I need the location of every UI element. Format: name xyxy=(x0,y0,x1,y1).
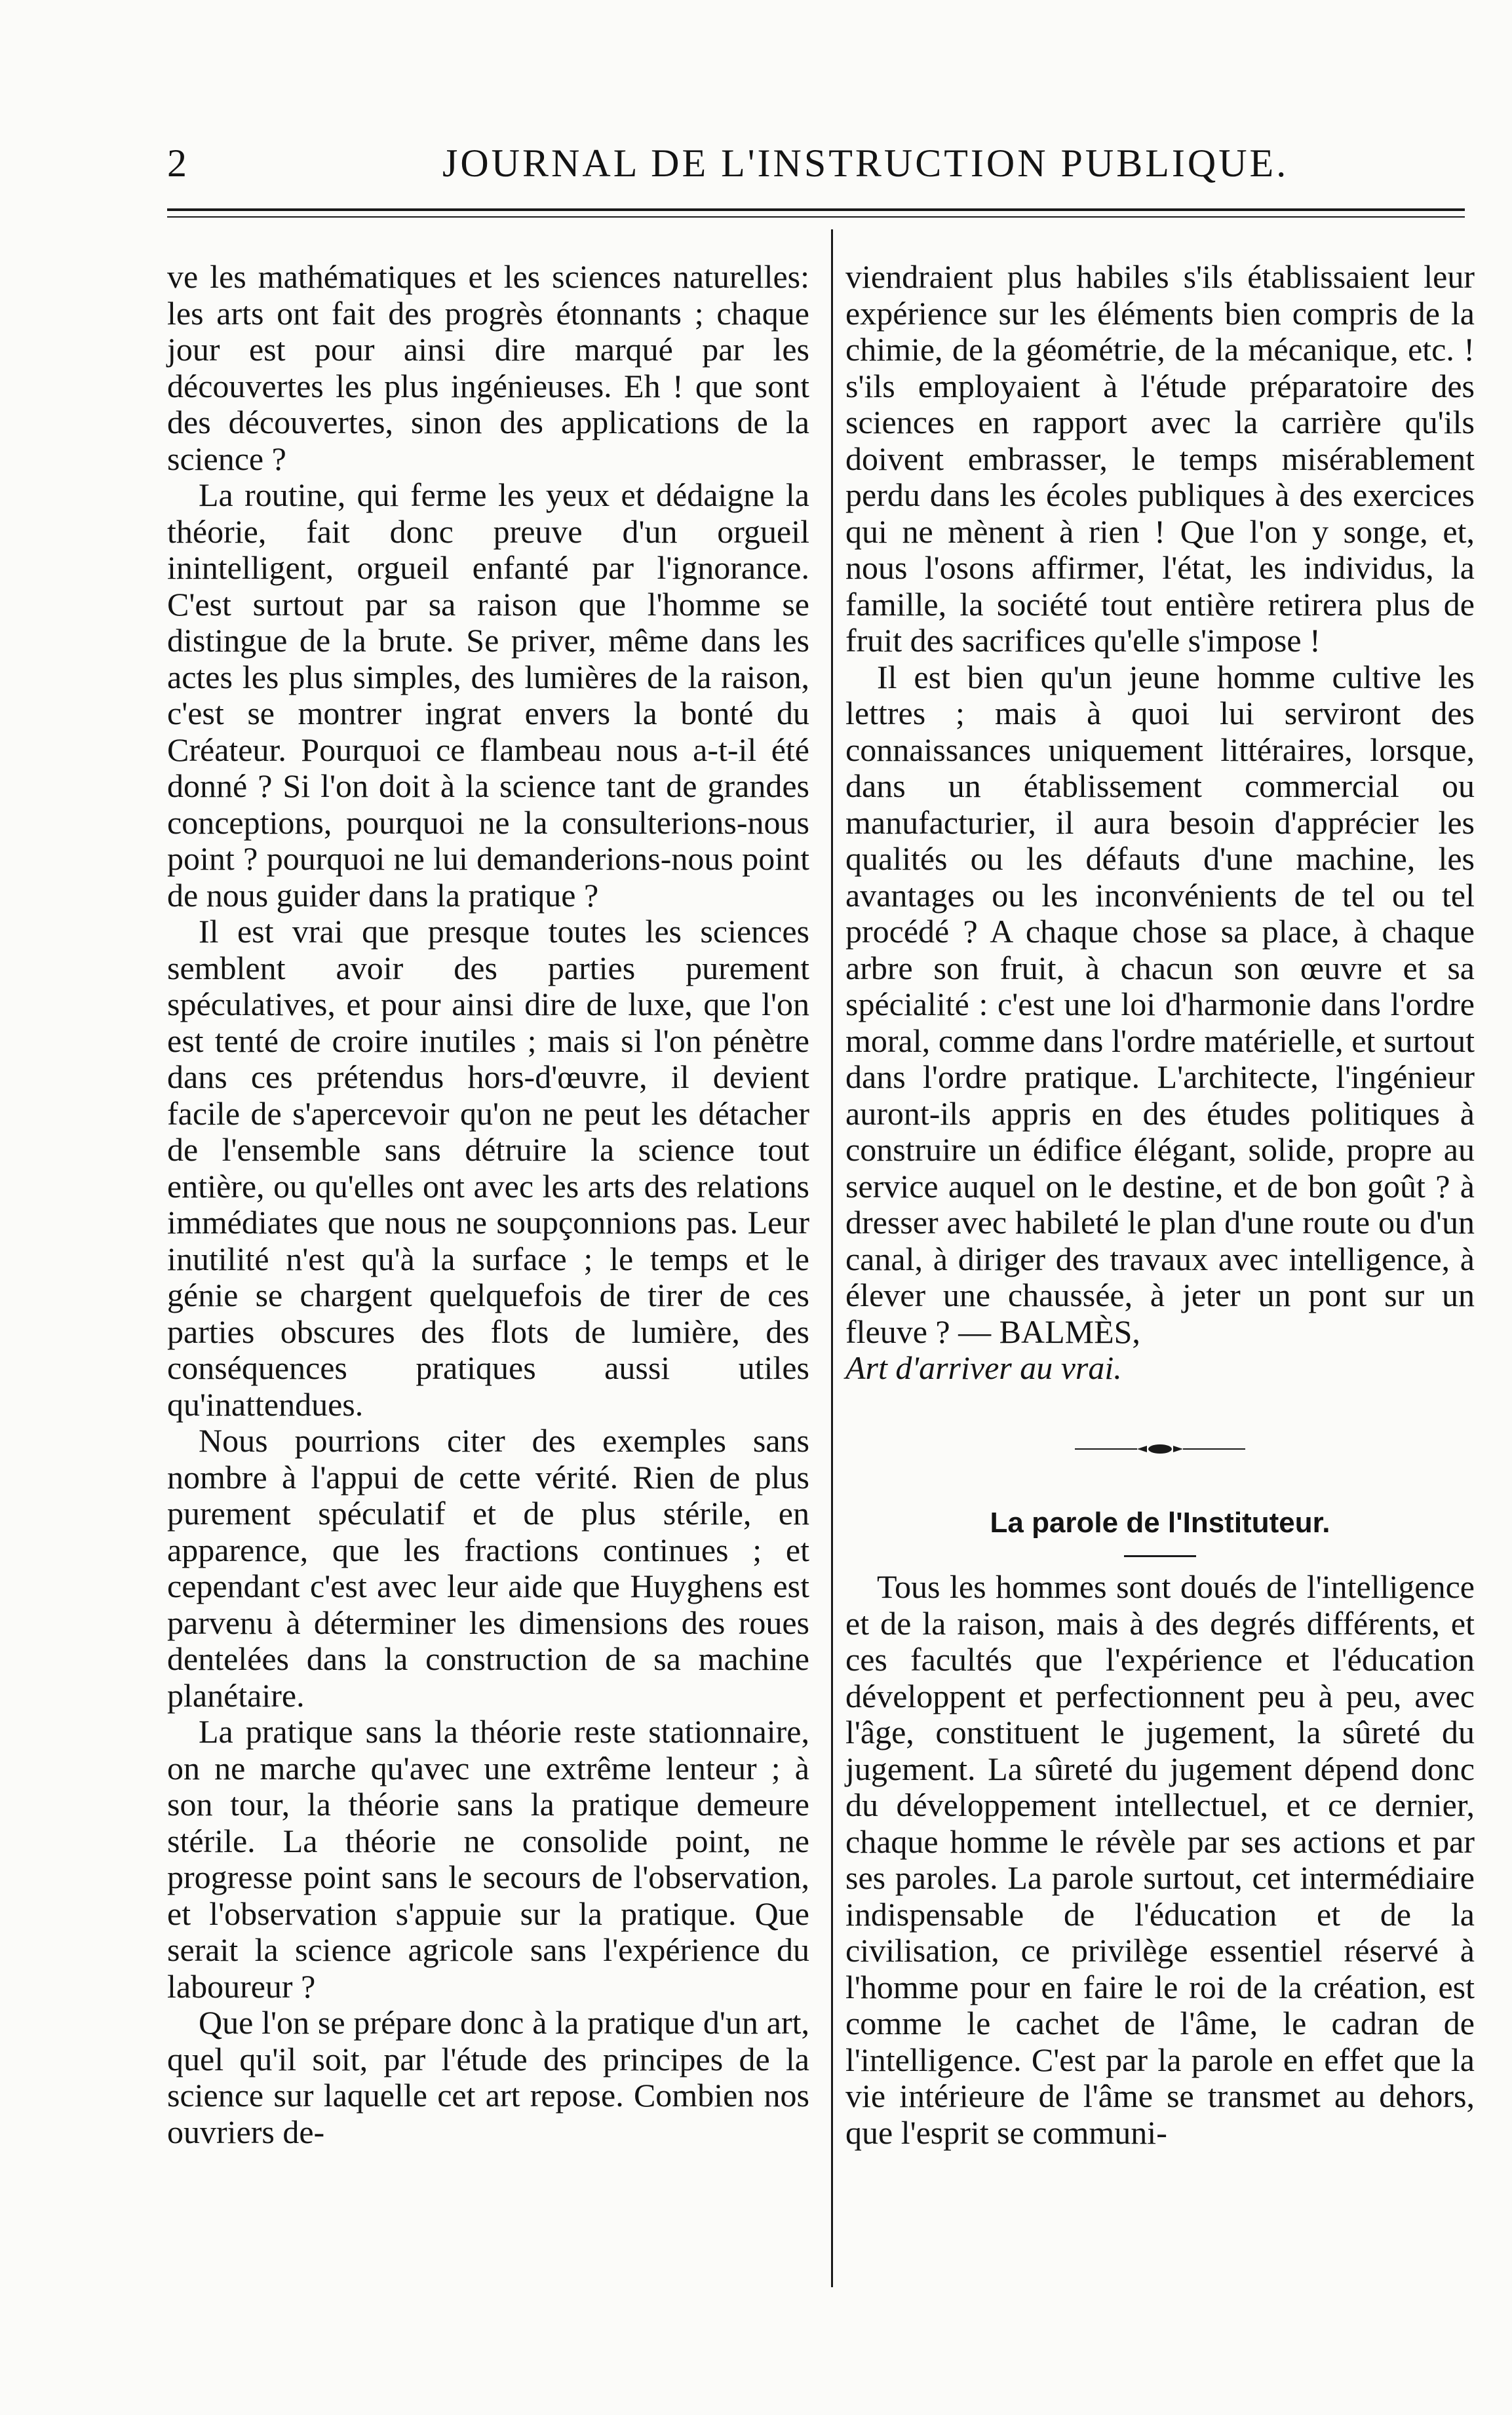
heading-rule xyxy=(1124,1555,1196,1557)
section-ornament xyxy=(845,1439,1475,1465)
header-rule-thick xyxy=(167,208,1465,211)
left-column xyxy=(167,259,809,2150)
source-attribution: Art d'arriver au vrai. xyxy=(845,1349,1122,1386)
right-column xyxy=(845,259,1475,2151)
paragraph: viendraient plus habiles s'ils établissaient leur expérience sur les éléments bien compris de la chimie, de la géométrie, de la mécanique, etc. ! s'ils employaient à l'étude préparatoire des sciences en rapport avec la carrière qu'ils doivent embrasser, le temps misérablement perdu dans les écoles publiques à des exercices qui ne mènent à rien ! Que l'on y songe, et, nous l'osons affirmer, l'état, les individus, la famille, la société tout entière retirera plus de fruit des sacrifices qu'elle s'impose ! xyxy=(845,258,1475,659)
paragraph: Tous les hommes sont doués de l'intelligence et de la raison, mais à des degrés différents, et ces facultés que l'expérience et l'éducation développent et perfectionnent peu à peu, avec l'âge, constituent le jugement, la sûreté du jugement. La sûreté du jugement dépend donc du développement intellectuel, et ce dernier, chaque homme le révèle par ses actions et par ses paroles. La parole surtout, cet intermédiaire indispensable de l'éducation et de la civilisation, ce privilège essentiel réservé à l'homme pour en faire le roi de la création, est comme le cachet de l'âme, le cadran de l'intelligence. C'est par la parole en effet que la vie intérieure de l'âme se transmet au dehors, que l'esprit se communi- xyxy=(845,1568,1475,2151)
paragraph: ve les mathématiques et les sciences naturelles: les arts ont fait des progrès étonnants ; chaque jour est pour ainsi dire marqué par les découvertes les plus ingénieuses. Eh ! que sont des découvertes, sinon des applications de la science ? xyxy=(167,258,809,477)
paragraph: La routine, qui ferme les yeux et dédaigne la théorie, fait donc preuve d'un orgueil inintelligent, orgueil enfanté par l'ignorance. C'est surtout par sa raison que l'homme se distingue de la brute. Se priver, même dans les actes les plus simples, des lumières de la raison, c'est se montrer ingrat envers la bonté du Créateur. Pourquoi ce flambeau nous a-t-il été donné ? Si l'on doit à la science tant de grandes conceptions, pourquoi ne la consulterions-nous point ? pourquoi ne lui demanderions-nous point de nous guider dans la pratique ? xyxy=(167,476,809,914)
header-rule-thin xyxy=(167,216,1465,218)
paragraph: Il est vrai que presque toutes les sciences semblent avoir des parties purement spéculatives, et pour ainsi dire de luxe, que l'on est tenté de croire inutiles ; mais si l'on pénètre dans ces prétendus hors-d'œuvre, il devient facile de s'apercevoir qu'on ne peut les détacher de l'ensemble sans détruire la science tout entière, ou qu'elles ont avec les arts des relations immédiates que nous ne soupçonnions pas. Leur inutilité n'est qu'à la surface ; le temps et le génie se chargent quelquefois de tirer de ces parties obscures des flots de lumière, des conséquences pratiques aussi utiles qu'inattendues. xyxy=(167,913,809,1423)
paragraph: Il est bien qu'un jeune homme cultive les lettres ; mais à quoi lui serviront des connaissances uniquement littéraires, lorsque, dans un établissement commercial ou manufacturier, il aura besoin d'apprécier les qualités ou les défauts d'une machine, les avantages ou les inconvénients de tel ou tel procédé ? A chaque chose sa place, à chaque arbre son fruit, à chacun son œuvre et sa spécialité : c'est une loi d'harmonie dans l'ordre moral, comme dans l'ordre matérielle, et surtout dans l'ordre pratique. L'architecte, l'ingénieur auront-ils appris en des études politiques à construire un édifice élégant, solide, propre au service auquel on le destine, et de bon goût ? à dresser avec habileté le plan d'une route ou d'un canal, à diriger des travaux avec intelligence, à élever une chaussée, à jeter un pont sur un fleuve ? — BALMÈS, xyxy=(845,658,1475,1350)
paragraph: Que l'on se prépare donc à la pratique d'un art, quel qu'il soit, par l'étude des principes de la science sur laquelle cet art repose. Combien nos ouvriers de- xyxy=(167,2004,809,2150)
section-heading: La parole de l'Instituteur. xyxy=(990,1506,1330,1539)
page-header xyxy=(167,141,1289,193)
column-divider xyxy=(831,229,833,2287)
journal-title: JOURNAL DE L'INSTRUCTION PUBLIQUE. xyxy=(442,142,1289,185)
paragraph: La pratique sans la théorie reste stationnaire, on ne marche qu'avec une extrême lenteur ; à son tour, la théorie sans la pratique demeure stérile. La théorie ne consolide point, ne progresse point sans le secours de l'observation, et l'observation s'appuie sur la pratique. Que serait la science agricole sans l'expérience du laboureur ? xyxy=(167,1713,809,2005)
paragraph: Nous pourrions citer des exemples sans nombre à l'appui de cette vérité. Rien de plus purement spéculatif et de plus stérile, en apparence, que les fractions continues ; et cependant c'est avec leur aide que Huyghens est parvenu à déterminer les dimensions des roues dentelées dans la construction de sa machine planétaire. xyxy=(167,1422,809,1714)
page-number: 2 xyxy=(167,142,187,185)
ornament-divider-icon xyxy=(1075,1439,1245,1459)
